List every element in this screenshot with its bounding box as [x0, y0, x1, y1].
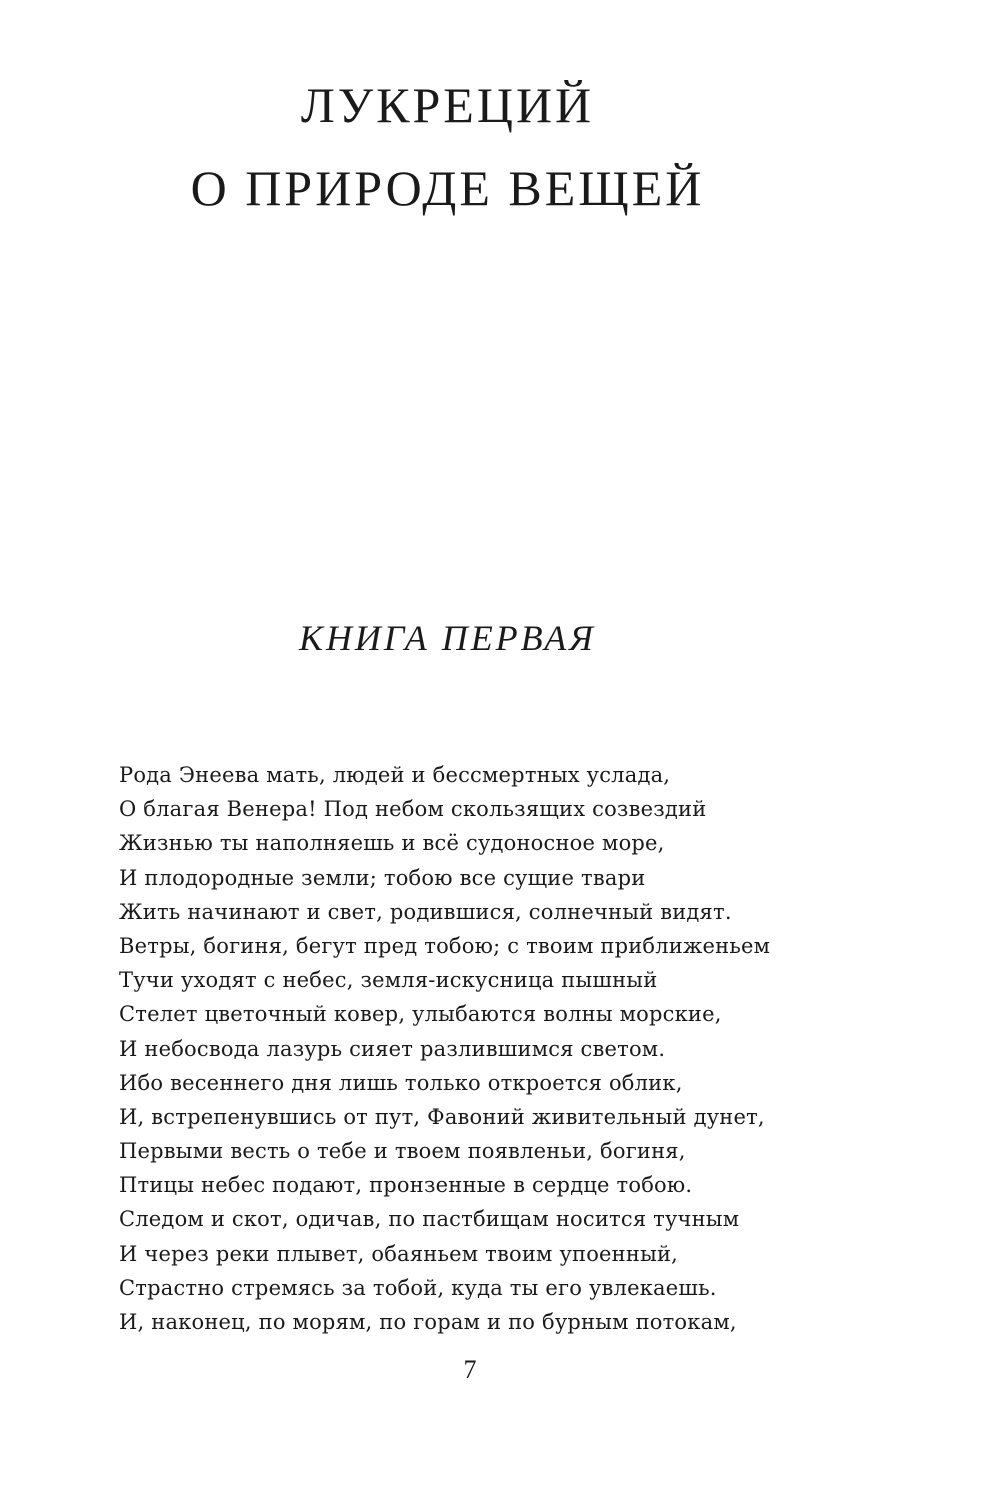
verse-line: И через реки плывет, обаяньем твоим упоенный, — [119, 1241, 679, 1266]
verse-block — [119, 758, 819, 1339]
verse-line: Ибо весеннего дня лишь только откроется облик, — [119, 1070, 683, 1095]
author-name: ЛУКРЕЦИЙ — [300, 77, 595, 133]
book-title: КНИГА ПЕРВАЯ — [299, 618, 596, 658]
verse-line: И, наконец, по морям, по горам и по бурным потокам, — [119, 1310, 737, 1334]
verse-line: Стелет цветочный ковер, улыбаются волны морские, — [119, 1002, 722, 1027]
verse-line: Ветры, богиня, бегут пред тобою; с твоим приближеньем — [119, 933, 771, 958]
verse-line: О благая Венера! Под небом скользящих созвездий — [119, 797, 707, 822]
verse-line: И плодородные земли; тобою все сущие твари — [119, 865, 646, 890]
verse-line: И небосвода лазурь сияет разлившимся светом. — [119, 1036, 666, 1061]
verse-line: Рода Энеева мать, людей и бессмертных услада, — [119, 763, 671, 787]
verse-line: Птицы небес подают, пронзенные в сердце тобою. — [119, 1173, 693, 1198]
page-number: 7 — [463, 1355, 477, 1384]
verse-line: Следом и скот, одичав, по пастбищам носится тучным — [119, 1207, 740, 1232]
verse-line: Жить начинают и свет, родившися, солнечный видят. — [119, 899, 732, 924]
verse-line: Тучи уходят с небес, земля-искусница пышный — [119, 968, 658, 993]
verse-line: И, встрепенувшись от пут, Фавоний живительный дунет, — [119, 1104, 765, 1129]
verse-line: Страстно стремясь за тобой, куда ты его увлекаешь. — [119, 1275, 717, 1300]
work-title: О ПРИРОДЕ ВЕЩЕЙ — [190, 160, 705, 216]
verse-line: Первыми весть о тебе и твоем появленьи, богиня, — [119, 1139, 686, 1164]
verse-line: Жизнью ты наполняешь и всё судоносное море, — [119, 831, 665, 856]
